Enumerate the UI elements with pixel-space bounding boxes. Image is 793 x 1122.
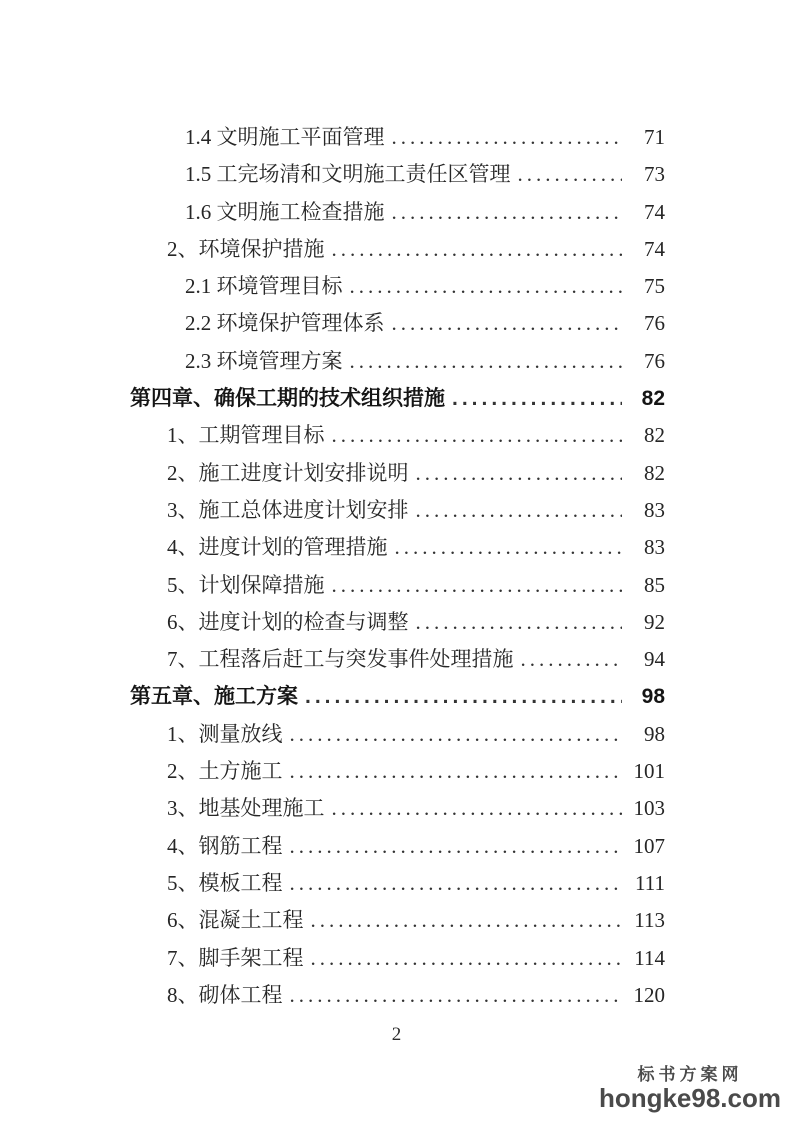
toc-entry-page: 73 (644, 162, 665, 187)
toc-entry[interactable] (130, 678, 665, 715)
watermark-site-name: 标书方案网 (637, 1064, 743, 1084)
toc-entry-title: 7、脚手架工程 (167, 945, 304, 970)
toc-entry[interactable] (130, 156, 665, 193)
toc-entry-title: 1、测量放线 (167, 721, 283, 746)
toc-entry-title: 第四章、确保工期的技术组织措施 (130, 387, 445, 411)
toc-entry-page: 92 (644, 609, 665, 634)
toc-entry-title: 2、环境保护措施 (167, 236, 325, 261)
toc-entry[interactable] (130, 865, 665, 902)
toc-entry-page: 83 (644, 497, 665, 522)
toc-entry[interactable] (130, 902, 665, 939)
toc-entry[interactable] (130, 380, 665, 417)
toc-entry[interactable] (130, 343, 665, 380)
toc-leader-dots (332, 417, 623, 454)
toc-entry-title: 3、施工总体进度计划安排 (167, 497, 409, 522)
toc-entry-page: 74 (644, 199, 665, 224)
watermark (599, 1066, 781, 1113)
toc-entry-page: 82 (644, 423, 665, 448)
toc-entry[interactable] (130, 828, 665, 865)
toc-entry-page: 94 (644, 647, 665, 672)
toc-entry[interactable] (130, 641, 665, 678)
toc-entry-page: 114 (634, 945, 665, 970)
toc-entry-title: 1、工期管理目标 (167, 423, 325, 448)
toc-entry-page: 111 (635, 870, 665, 895)
toc-entry-page: 83 (644, 535, 665, 560)
toc-entry-title: 5、模板工程 (167, 870, 283, 895)
toc-entry-page: 75 (644, 274, 665, 299)
toc-leader-dots (311, 940, 623, 977)
toc-entry[interactable] (130, 268, 665, 305)
toc-entry-title: 6、混凝土工程 (167, 908, 304, 933)
toc-leader-dots (290, 865, 623, 902)
toc-entry[interactable] (130, 194, 665, 231)
toc-leader-dots (416, 492, 623, 529)
toc-leader-dots (290, 753, 623, 790)
toc-entry-page: 82 (644, 460, 665, 485)
toc-leader-dots (290, 977, 623, 1014)
toc-entry-title: 8、砌体工程 (167, 982, 283, 1007)
toc-entry-title: 7、工程落后赶工与突发事件处理措施 (167, 647, 514, 672)
toc-leader-dots (290, 716, 623, 753)
toc-leader-dots (311, 902, 623, 939)
toc-leader-dots (350, 343, 623, 380)
toc-leader-dots (518, 156, 623, 193)
toc-entry-title: 第五章、施工方案 (130, 685, 298, 709)
toc-leader-dots (332, 231, 623, 268)
toc-entry-page: 101 (633, 759, 665, 784)
toc-leader-dots (416, 455, 623, 492)
toc-entry[interactable] (130, 604, 665, 641)
toc-entry-title: 2、土方施工 (167, 759, 283, 784)
toc-entry-title: 5、计划保障措施 (167, 572, 325, 597)
toc-entry-title: 1.5 工完场清和文明施工责任区管理 (185, 162, 511, 187)
toc-entry-title: 2、施工进度计划安排说明 (167, 460, 409, 485)
toc-entry-title: 1.6 文明施工检查措施 (185, 199, 385, 224)
toc-entry[interactable] (130, 529, 665, 566)
toc-entry-page: 71 (644, 125, 665, 149)
toc-leader-dots (416, 604, 623, 641)
toc-leader-dots (290, 828, 623, 865)
toc-leader-dots (350, 268, 623, 305)
toc-entry-page: 74 (644, 236, 665, 261)
toc-entry[interactable] (130, 119, 665, 156)
toc-leader-dots (305, 678, 622, 715)
toc-leader-dots (392, 305, 623, 342)
toc-entry-page: 113 (634, 908, 665, 933)
watermark-site-url: hongke98.com (598, 1083, 781, 1114)
toc-leader-dots (452, 380, 622, 417)
toc-entry[interactable] (130, 231, 665, 268)
toc-entry[interactable] (130, 492, 665, 529)
toc-entry[interactable] (130, 753, 665, 790)
toc-entry-page: 85 (644, 572, 665, 597)
toc-entry[interactable] (130, 417, 665, 454)
toc-entry-title: 6、进度计划的检查与调整 (167, 609, 409, 634)
toc-entry[interactable] (130, 790, 665, 827)
toc-entry-page: 107 (633, 833, 665, 858)
table-of-contents (130, 119, 665, 1014)
toc-entry-page: 98 (641, 685, 665, 709)
toc-leader-dots (521, 641, 623, 678)
toc-entry-page: 103 (633, 796, 665, 821)
toc-entry[interactable] (130, 567, 665, 604)
toc-leader-dots (332, 790, 623, 827)
toc-entry[interactable] (130, 455, 665, 492)
toc-entry-title: 2.3 环境管理方案 (185, 348, 343, 373)
toc-entry-page: 82 (641, 387, 665, 411)
toc-leader-dots (395, 529, 623, 566)
toc-leader-dots (332, 567, 623, 604)
toc-entry[interactable] (130, 716, 665, 753)
toc-entry[interactable] (130, 940, 665, 977)
toc-entry-title: 2.2 环境保护管理体系 (185, 311, 385, 336)
toc-entry[interactable] (130, 977, 665, 1014)
page-number: 2 (391, 1024, 402, 1045)
toc-entry-title: 4、进度计划的管理措施 (167, 535, 388, 560)
toc-entry[interactable] (130, 305, 665, 342)
toc-entry-title: 2.1 环境管理目标 (185, 274, 343, 299)
toc-entry-page: 120 (633, 982, 665, 1007)
toc-entry-page: 76 (644, 348, 665, 373)
toc-entry-page: 98 (644, 721, 665, 746)
toc-entry-title: 4、钢筋工程 (167, 833, 283, 858)
toc-leader-dots (392, 119, 623, 156)
toc-entry-title: 1.4 文明施工平面管理 (185, 125, 385, 149)
toc-leader-dots (392, 194, 623, 231)
toc-entry-title: 3、地基处理施工 (167, 796, 325, 821)
toc-entry-page: 76 (644, 311, 665, 336)
